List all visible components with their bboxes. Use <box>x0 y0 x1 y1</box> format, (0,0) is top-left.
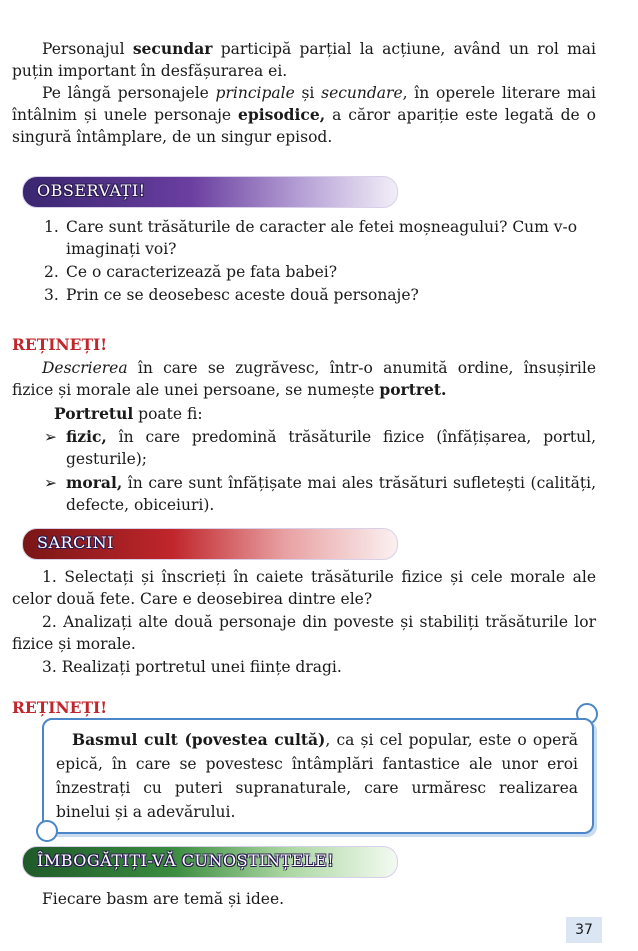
retineti-heading-1: REȚINEȚI! <box>12 335 108 354</box>
intro-paragraph-2: Pe lângă personajele principale și secundare, în operele literare mai întâlnim și unele personaje episodice, a căror apariție este legată de o singură întâmplare, de un singur episod. <box>12 84 596 146</box>
imbogatiti-banner-label: ÎMBOGĂȚIȚI-VĂ CUNOȘTINȚELE! <box>37 851 335 870</box>
basm-cult-scroll-box <box>42 718 594 834</box>
portret-intro: Portretul poate fi: <box>54 404 203 423</box>
observati-banner <box>22 176 398 208</box>
sarcini-banner <box>22 528 398 560</box>
task-item: 1. Selectați și înscrieți în caiete trăsăturile fizice și cele morale ale celor două fete. Care e deosebirea dintre ele? <box>12 568 596 608</box>
arrow-bullet-icon: ➢ <box>44 428 57 446</box>
basm-cult-definition: Basmul cult (povestea cultă), ca și cel popular, este o operă epică, în care se povestesc întâmplări fantastice ale unor eroi înzestrați cu puteri supranaturale, care urmăresc realizarea binelui și a adevărului. <box>56 730 578 821</box>
page-number: 37 <box>566 917 602 943</box>
final-text: Fiecare basm are temă și idee. <box>42 890 285 908</box>
sarcini-banner-label: SARCINI <box>37 533 114 552</box>
scroll-curl-bottom <box>36 820 58 842</box>
task-item: 3. Realizați portretul unei ființe dragi. <box>42 658 342 676</box>
definition-paragraph: Descrierea în care se zugrăvesc, într-o anumită ordine, însușirile fizice și morale ale unei persoane, se numește portret. <box>12 359 596 399</box>
imbogatiti-banner <box>22 846 398 878</box>
retineti-heading-2: REȚINEȚI! <box>12 698 108 717</box>
observati-banner-label: OBSERVAȚI! <box>37 181 146 200</box>
task-item: 2. Analizați alte două personaje din poveste și stabiliți trăsăturile lor fizice și morale. <box>12 613 596 653</box>
intro-paragraph-1: Personajul secundar participă parțial la acțiune, având un rol mai puțin important în desfășurarea ei. <box>12 39 597 80</box>
arrow-bullet-icon: ➢ <box>44 474 57 492</box>
